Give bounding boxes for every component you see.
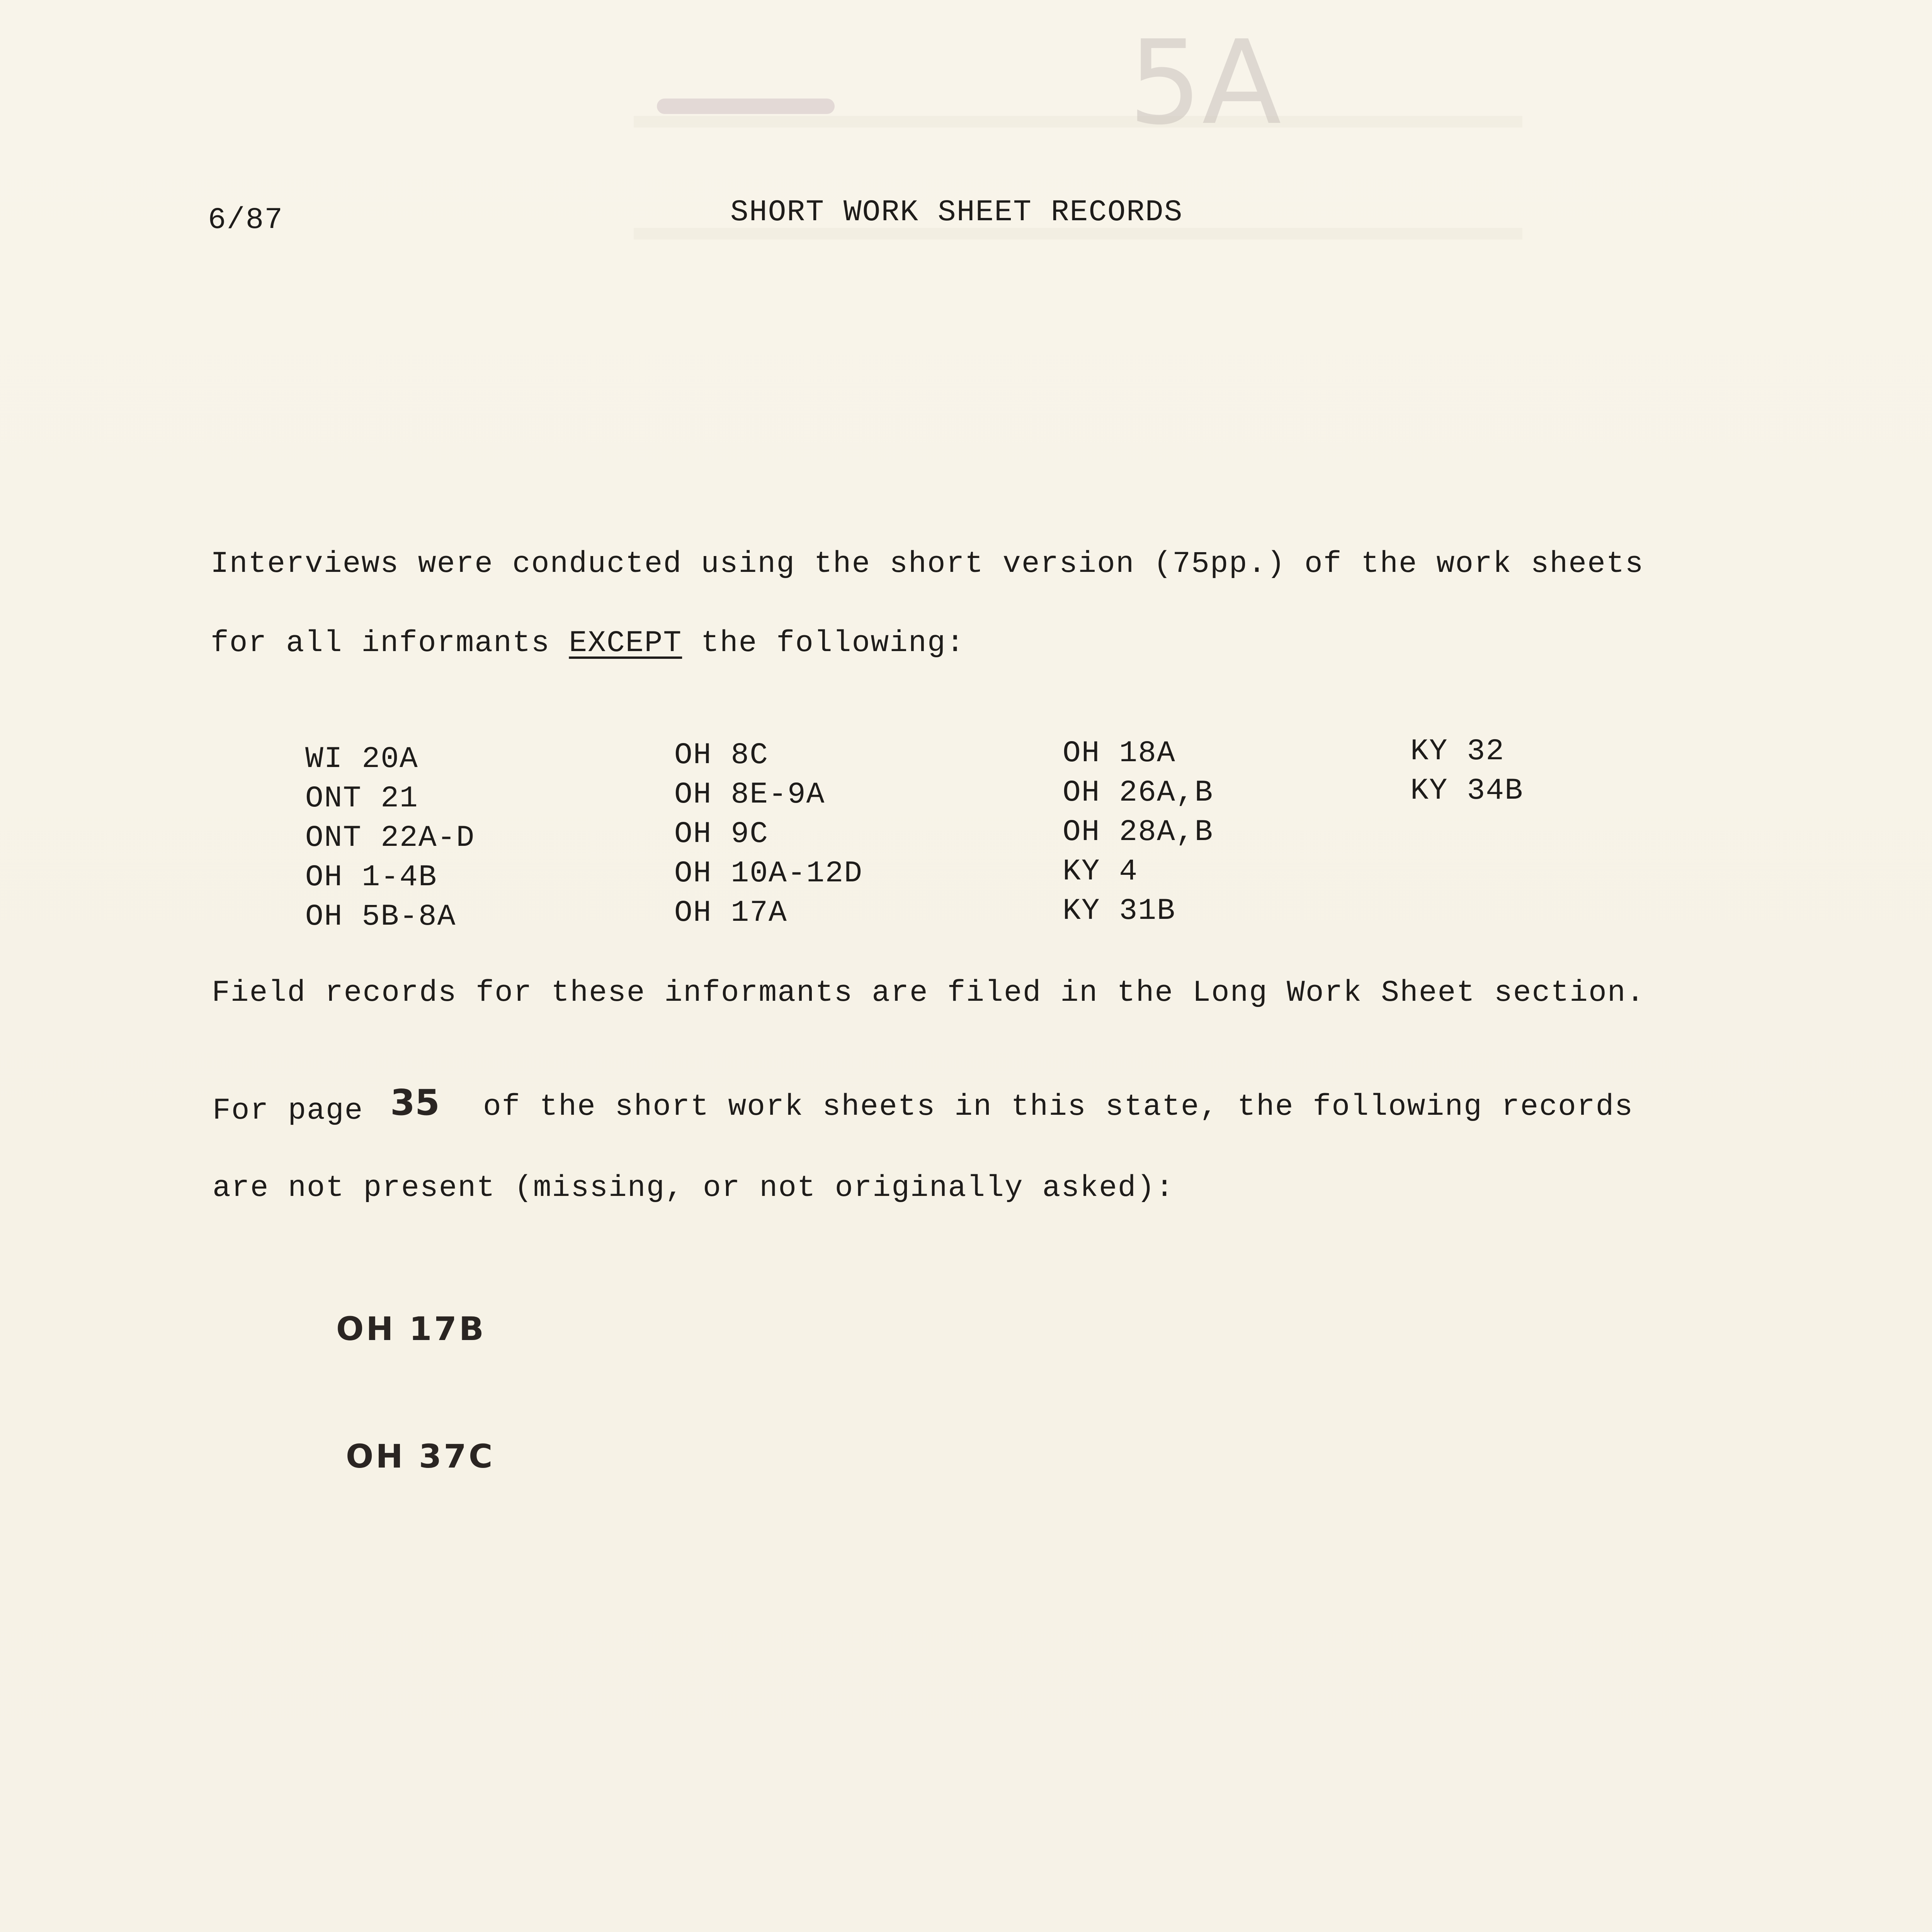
list-item: OH 10A-12D [674, 857, 863, 891]
except-emphasis: EXCEPT [569, 626, 682, 660]
list-item: OH 9C [674, 817, 769, 851]
list-item: OH 8C [674, 738, 769, 772]
handwritten-record: OH 37C [346, 1437, 495, 1475]
list-item: OH 17A [674, 896, 787, 930]
intro-line-2-start: for all informants [211, 626, 569, 660]
corner-mark: 5A [1128, 15, 1282, 150]
list-item: OH 18A [1063, 736, 1176, 770]
list-item: OH 8E-9A [674, 778, 825, 812]
missing-line-2: are not present (missing, or not originally asked): [213, 1171, 1175, 1205]
handwritten-record: OH 17B [336, 1310, 486, 1348]
document-title: SHORT WORK SHEET RECORDS [730, 196, 1183, 230]
list-item: ONT 22A-D [305, 821, 475, 855]
list-item: OH 1-4B [305, 861, 437, 895]
handwritten-page-number: 35 [390, 1082, 440, 1123]
pencil-smudge [657, 99, 835, 114]
missing-line-1-end: of the short work sheets in this state, the following records [483, 1090, 1634, 1124]
list-item: ONT 21 [305, 782, 418, 816]
intro-line-1: Interviews were conducted using the short version (75pp.) of the work sheets [211, 547, 1644, 581]
intro-line-2-end: the following: [682, 626, 965, 660]
intro-line-2 [211, 624, 965, 663]
document-date: 6/87 [208, 203, 284, 237]
list-item: OH 26A,B [1063, 776, 1214, 810]
list-item: KY 4 [1063, 855, 1138, 889]
field-records-note: Field records for these informants are filed in the Long Work Sheet section. [212, 976, 1645, 1010]
list-item: KY 34B [1410, 774, 1524, 808]
list-item: OH 5B-8A [305, 900, 456, 934]
list-item: OH 28A,B [1063, 815, 1214, 849]
missing-line-1-start: For page [213, 1094, 364, 1128]
list-item: WI 20A [305, 742, 418, 776]
list-item: KY 32 [1410, 735, 1505, 769]
list-item: KY 31B [1063, 894, 1176, 928]
